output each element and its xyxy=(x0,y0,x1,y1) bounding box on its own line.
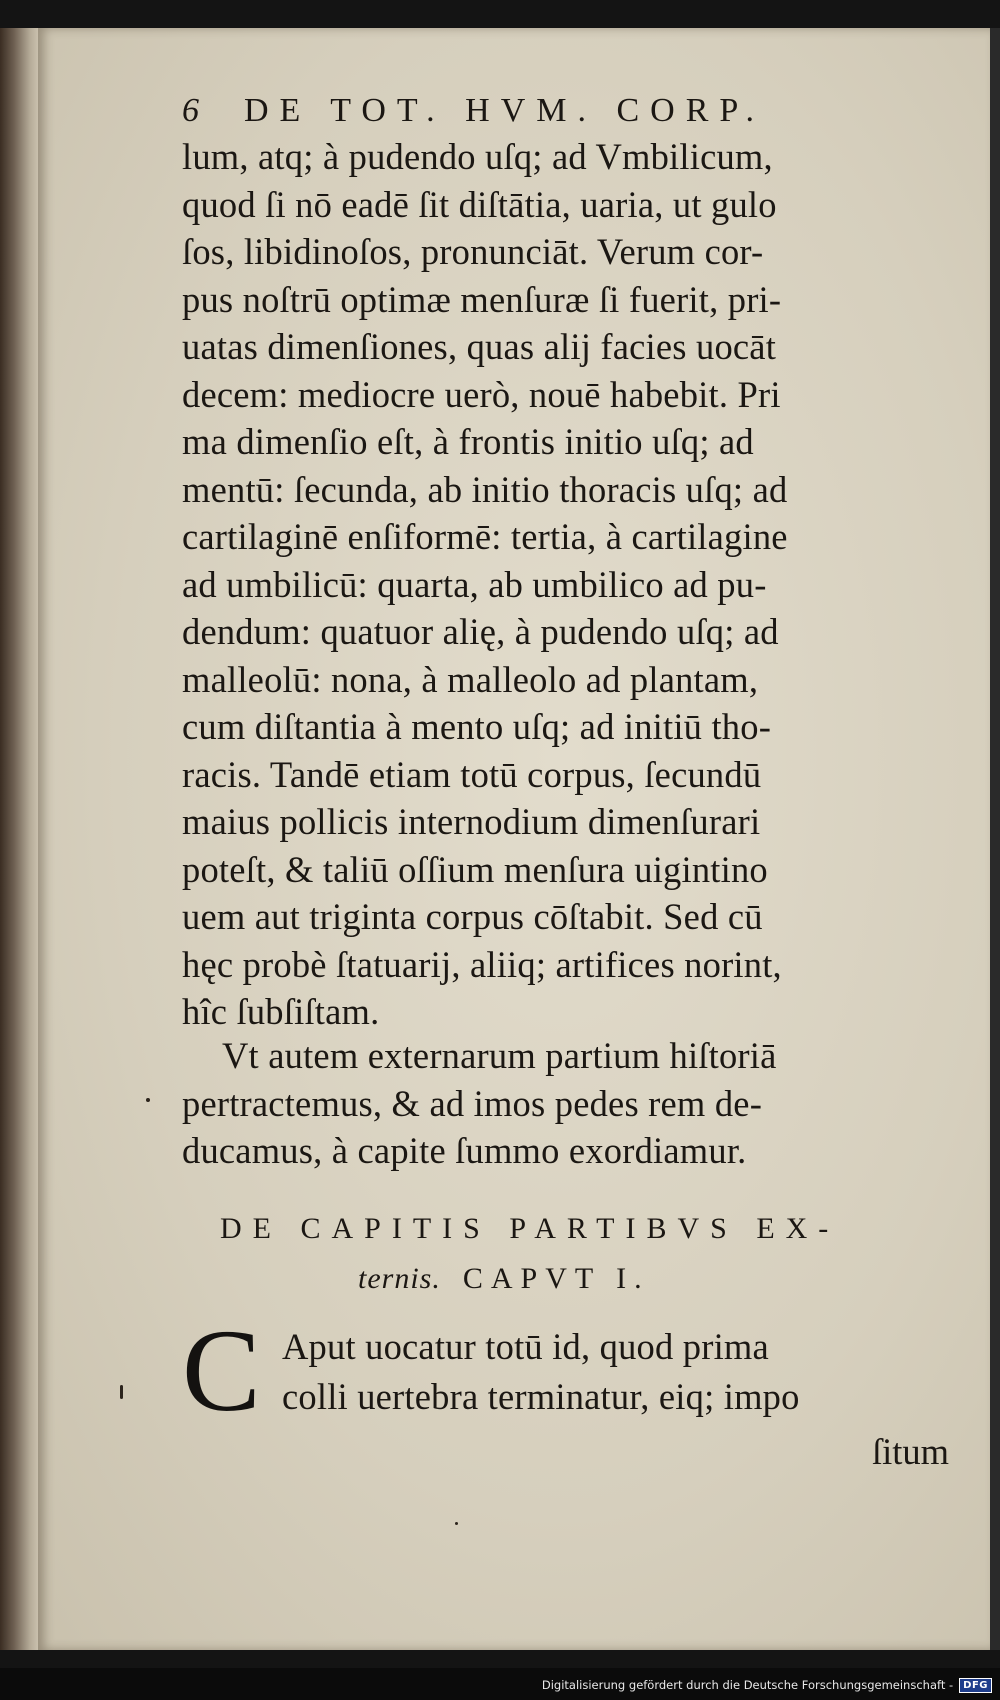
footer-text: Digitalisierung gefördert durch die Deutsche Forschungsgemeinschaft - xyxy=(541,1678,954,1692)
text-line: uatas dimenſiones, quas alij facies uocāt xyxy=(182,326,777,367)
drop-cap: C xyxy=(182,1305,261,1436)
text-line: malleolū: nona, à malleolo ad plantam, xyxy=(182,658,759,700)
chapter-number: CAPVT I. xyxy=(462,1262,650,1295)
text-line: cum diſtantia à mento uſq; ad initiū tho- xyxy=(182,706,772,747)
paragraph-1 xyxy=(182,133,932,1036)
digitization-footer xyxy=(542,1672,992,1698)
text-line: maius pollicis internodium dimenſurari xyxy=(182,801,761,842)
chapter-subheading xyxy=(358,1262,758,1306)
text-line: cartilaginē enſiformē: tertia, à cartilagine xyxy=(182,516,788,557)
text-line: ma dimenſio eſt, à frontis initio uſq; ad xyxy=(182,421,754,462)
chapter-heading-italic: ternis. xyxy=(358,1262,441,1295)
text-line: dendum: quatuor alię, à pudendo uſq; ad xyxy=(182,611,779,652)
ink-speck xyxy=(146,1098,150,1102)
paragraph-2 xyxy=(182,1032,932,1175)
text-line: hîc ſubſiſtam. xyxy=(182,991,380,1032)
text-line: hęc probè ſtatuarij, aliiq; artifices norint, xyxy=(182,943,782,985)
ink-speck xyxy=(455,1522,458,1525)
text-line: ad umbilicū: quarta, ab umbilico ad pu- xyxy=(182,563,767,605)
page-binding-edge xyxy=(0,28,40,1650)
text-line: ſos, libidinoſos, pronunciāt. Verum cor- xyxy=(182,231,764,272)
text-line: racis. Tandē etiam totū corpus, ſecundū xyxy=(182,753,762,795)
text-line: poteſt, & taliū oſſium menſura uigintino xyxy=(182,848,768,890)
catchword: ſitum xyxy=(872,1431,950,1472)
ink-speck xyxy=(120,1385,123,1399)
text-line: colli uertebra terminatur, eiq; impo xyxy=(282,1376,800,1417)
text-line: ducamus, à capite ſummo exordiamur. xyxy=(182,1130,747,1171)
text-line: quod ſi nō eadē ſit diſtātia, uaria, ut gulo xyxy=(182,183,777,225)
text-line: mentū: ſecunda, ab initio thoracis uſq; ad xyxy=(182,468,788,510)
running-head xyxy=(182,92,822,136)
text-line: pertractemus, & ad imos pedes rem de- xyxy=(182,1082,763,1124)
text-line: Vt autem externarum partium hiſtoriā xyxy=(222,1035,777,1076)
text-line: pus noſtrū optimæ menſuræ ſi fuerit, pri- xyxy=(182,278,782,320)
chapter-opening-text xyxy=(282,1322,932,1422)
page-right-edge xyxy=(990,28,1000,1650)
page-number: 6 xyxy=(182,92,210,129)
text-line: uem aut triginta corpus cōſtabit. Sed cū xyxy=(182,896,763,937)
text-line: decem: mediocre uerò, nouē habebit. Pri xyxy=(182,373,781,415)
dfg-logo-icon: DFG xyxy=(959,1678,992,1693)
text-line: Aput uocatur totū id, quod prima xyxy=(282,1326,769,1367)
running-title: DE TOT. HVM. CORP. xyxy=(244,92,766,129)
chapter-heading: DE CAPITIS PARTIBVS EX- xyxy=(220,1212,840,1245)
text-line: lum, atq; à pudendo uſq; ad Vmbilicum, xyxy=(182,136,773,177)
